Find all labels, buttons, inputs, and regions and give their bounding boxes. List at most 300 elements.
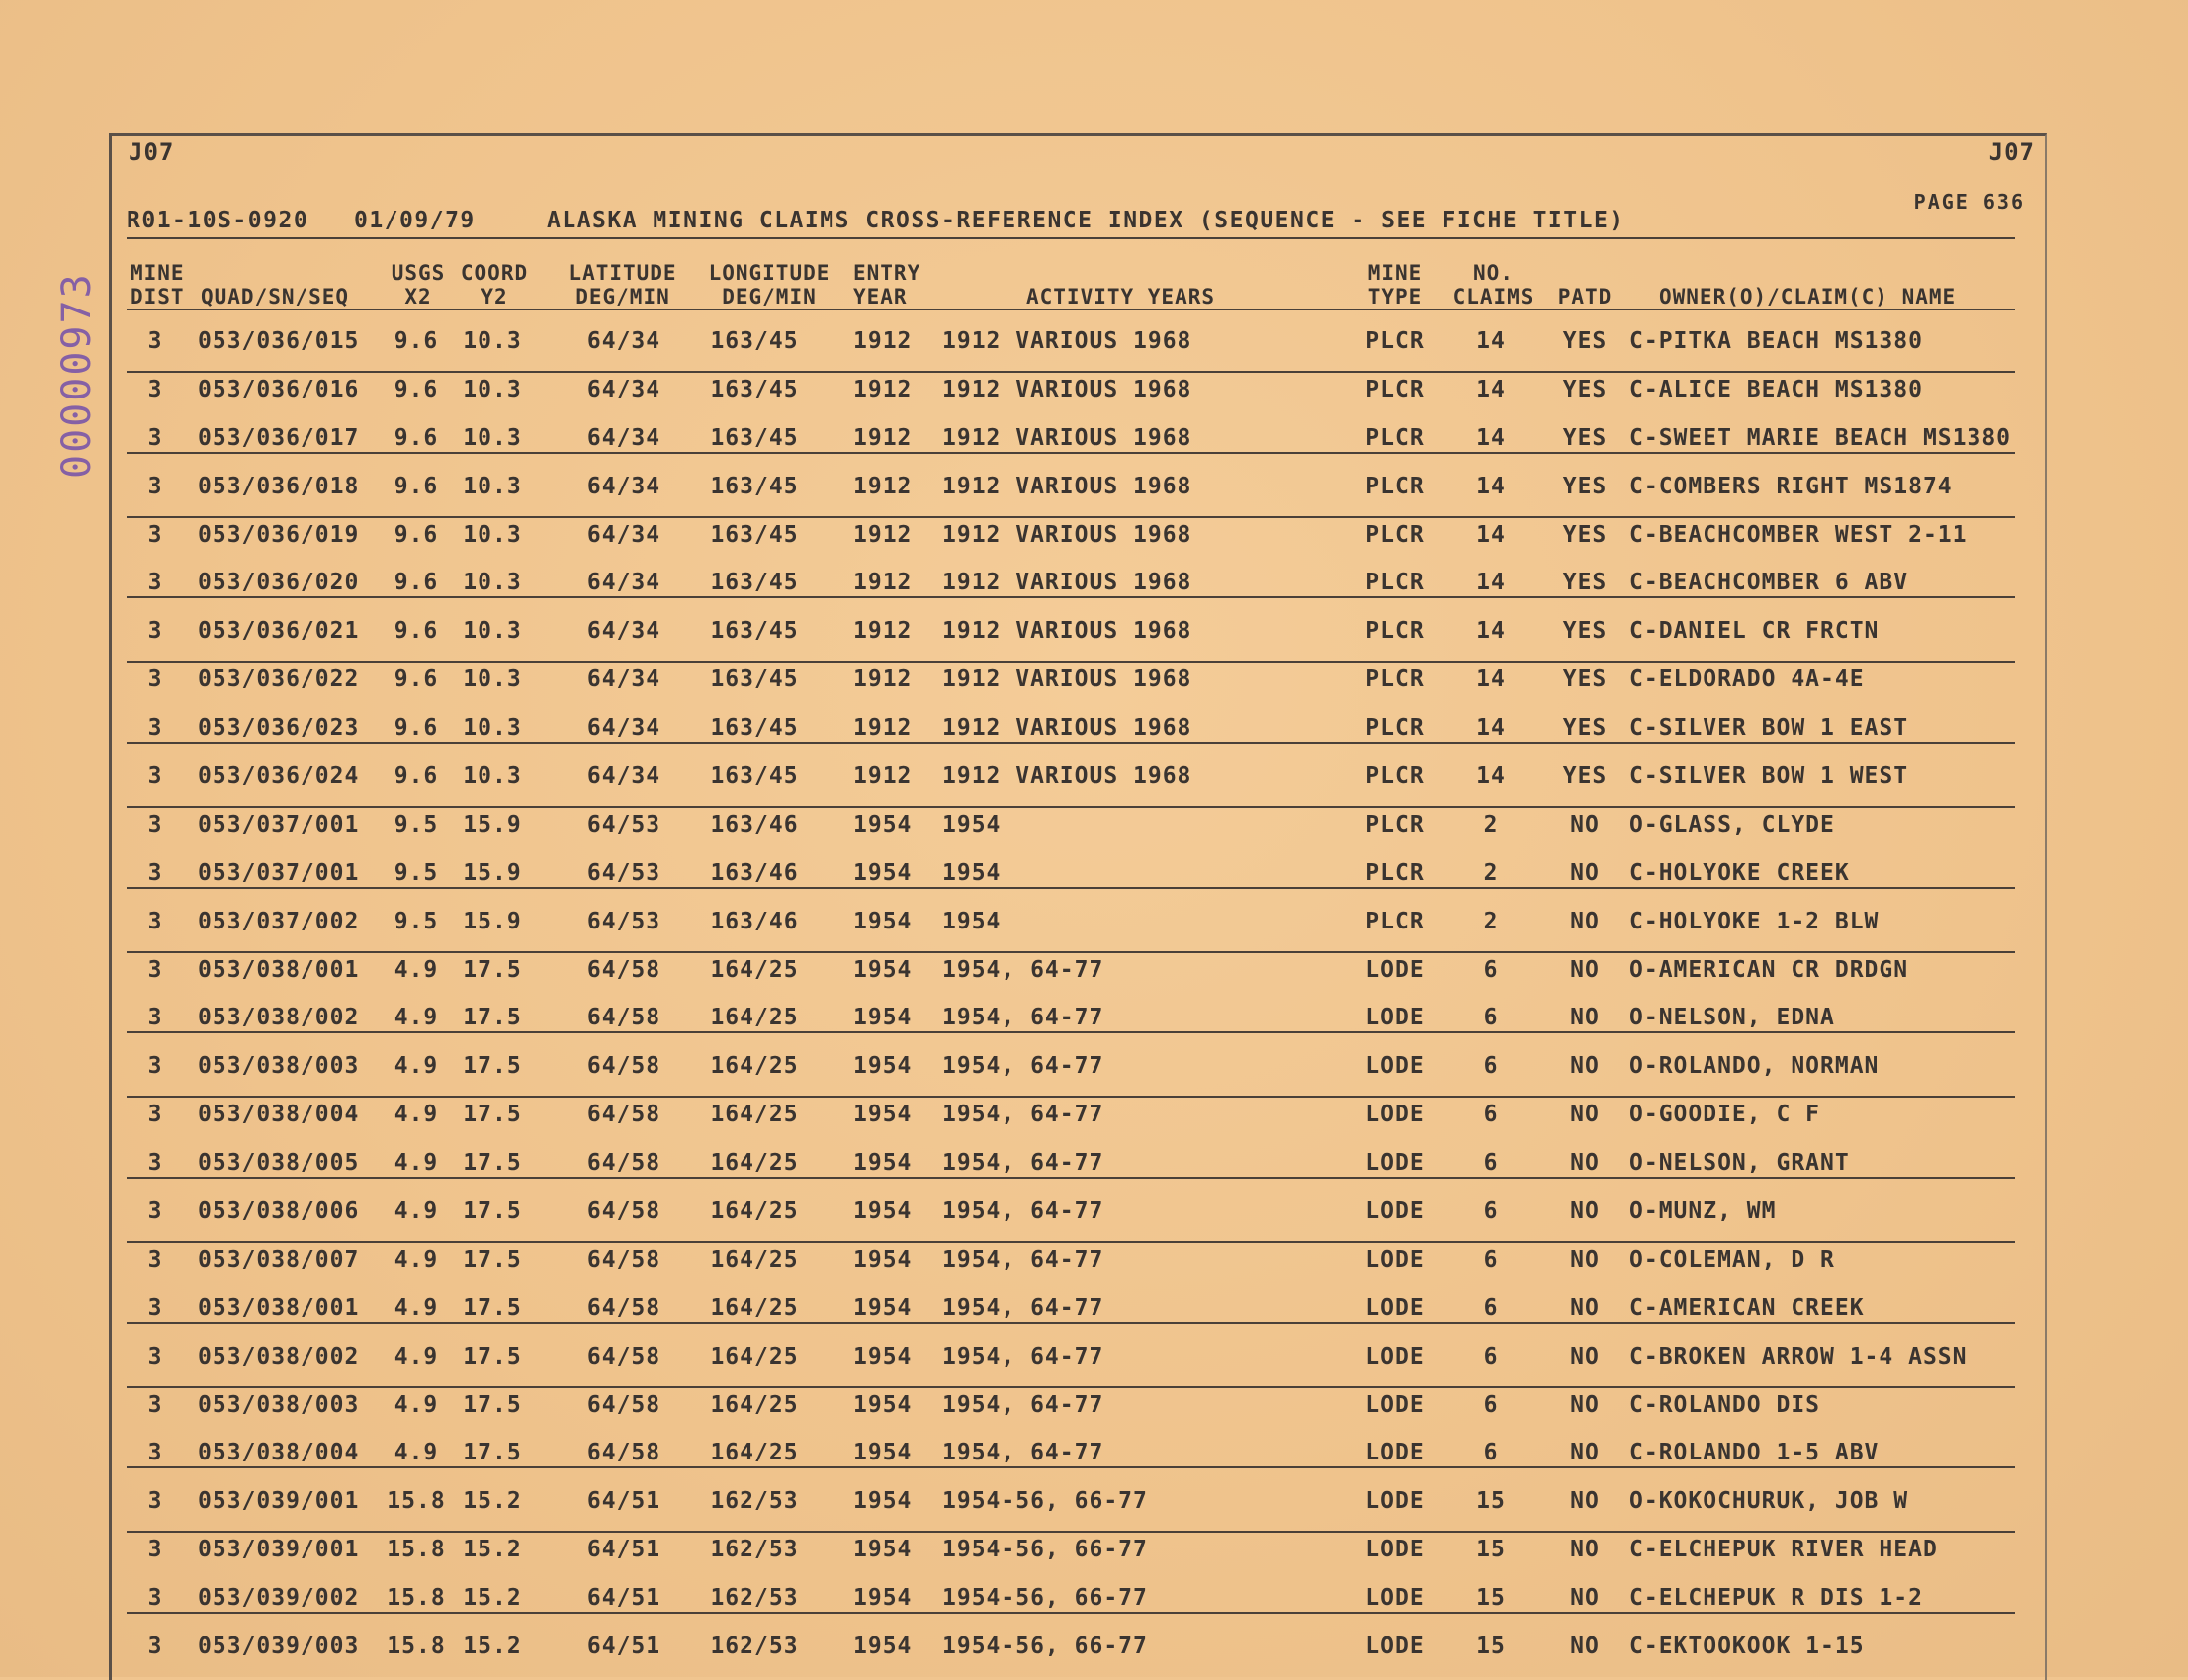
cell-coord-y: 10.3 (463, 715, 522, 742)
table-row (127, 1571, 2015, 1620)
cell-usgs-x: 9.6 (394, 424, 439, 451)
cell-mine-type: LODE (1365, 1585, 1425, 1612)
cell-latitude: 64/34 (586, 473, 661, 499)
cell-no-claims: 6 (1483, 1102, 1499, 1128)
cell-entry-year: 1954 (853, 956, 913, 983)
cell-entry-year: 1954 (853, 1391, 913, 1418)
cell-usgs-x: 4.9 (394, 1198, 439, 1225)
cell-longitude: 164/25 (710, 1391, 799, 1418)
cell-mine-type: PLCR (1365, 715, 1425, 742)
cell-entry-year: 1912 (853, 763, 913, 790)
cell-patd: YES (1562, 715, 1608, 742)
cell-coord-y: 17.5 (463, 1005, 522, 1031)
claims-table-body (127, 314, 2015, 1668)
cell-activity-years: 1912 VARIOUS 1968 (942, 618, 1192, 645)
cell-quad-sn-seq: 053/036/018 (198, 473, 360, 499)
cell-longitude: 163/46 (710, 859, 799, 886)
cell-no-claims: 6 (1483, 1005, 1499, 1031)
cell-entry-year: 1954 (853, 1488, 913, 1515)
cell-no-claims: 14 (1476, 376, 1506, 402)
cell-longitude: 162/53 (710, 1537, 799, 1563)
cell-coord-y: 15.2 (463, 1488, 522, 1515)
cell-activity-years: 1954 (942, 859, 1002, 886)
cell-latitude: 64/58 (586, 1391, 661, 1418)
cell-latitude: 64/53 (586, 811, 661, 838)
cell-owner-claim-name: C-ELDORADO 4A-4E (1629, 666, 1865, 693)
cell-no-claims: 14 (1476, 715, 1506, 742)
cell-latitude: 64/51 (586, 1537, 661, 1563)
header-no-claims-line2: CLAIMS (1452, 285, 1534, 309)
header-quad: QUAD/SN/SEQ (201, 285, 350, 309)
cell-latitude: 64/34 (586, 715, 661, 742)
cell-mine-dist: 3 (147, 424, 163, 451)
cell-latitude: 64/58 (586, 956, 661, 983)
cell-mine-type: PLCR (1365, 618, 1425, 645)
cell-entry-year: 1912 (853, 424, 913, 451)
cell-coord-y: 17.5 (463, 1246, 522, 1273)
cell-usgs-x: 9.6 (394, 666, 439, 693)
cell-activity-years: 1912 VARIOUS 1968 (942, 715, 1192, 742)
cell-mine-dist: 3 (147, 956, 163, 983)
cell-patd: YES (1562, 521, 1608, 548)
cell-coord-y: 17.5 (463, 1294, 522, 1321)
cell-quad-sn-seq: 053/036/024 (198, 763, 360, 790)
cell-quad-sn-seq: 053/039/001 (198, 1488, 360, 1515)
cell-latitude: 64/58 (586, 1198, 661, 1225)
cell-no-claims: 6 (1483, 1343, 1499, 1370)
cell-entry-year: 1954 (853, 1102, 913, 1128)
cell-quad-sn-seq: 053/039/001 (198, 1537, 360, 1563)
cell-usgs-x: 4.9 (394, 1343, 439, 1370)
cell-usgs-x: 9.6 (394, 618, 439, 645)
cell-entry-year: 1912 (853, 328, 913, 354)
cell-longitude: 162/53 (710, 1488, 799, 1515)
cell-longitude: 163/45 (710, 424, 799, 451)
cell-owner-claim-name: C-ROLANDO DIS (1629, 1391, 1821, 1418)
cell-quad-sn-seq: 053/038/004 (198, 1440, 360, 1466)
cell-entry-year: 1912 (853, 521, 913, 548)
table-row (127, 508, 2015, 557)
cell-mine-dist: 3 (147, 1343, 163, 1370)
cell-longitude: 163/45 (710, 666, 799, 693)
cell-no-claims: 14 (1476, 666, 1506, 693)
table-row (127, 1523, 2015, 1571)
cell-coord-y: 17.5 (463, 956, 522, 983)
cell-coord-y: 10.3 (463, 473, 522, 499)
cell-patd: NO (1570, 956, 1600, 983)
cell-coord-y: 17.5 (463, 1440, 522, 1466)
cell-latitude: 64/58 (586, 1150, 661, 1177)
cell-usgs-x: 9.6 (394, 570, 439, 596)
cell-latitude: 64/34 (586, 666, 661, 693)
cell-owner-claim-name: O-AMERICAN CR DRDGN (1629, 956, 1909, 983)
cell-mine-dist: 3 (147, 1537, 163, 1563)
cell-activity-years: 1954-56, 66-77 (942, 1585, 1148, 1612)
cell-activity-years: 1954 (942, 811, 1002, 838)
table-row (127, 556, 2015, 604)
cell-patd: NO (1570, 1634, 1600, 1660)
cell-coord-y: 15.9 (463, 908, 522, 934)
cell-no-claims: 6 (1483, 1391, 1499, 1418)
cell-mine-dist: 3 (147, 859, 163, 886)
cell-usgs-x: 4.9 (394, 1440, 439, 1466)
cell-longitude: 164/25 (710, 1440, 799, 1466)
cell-activity-years: 1912 VARIOUS 1968 (942, 473, 1192, 499)
cell-activity-years: 1954, 64-77 (942, 1053, 1104, 1080)
cell-owner-claim-name: C-HOLYOKE CREEK (1629, 859, 1850, 886)
cell-longitude: 163/46 (710, 811, 799, 838)
cell-usgs-x: 9.6 (394, 715, 439, 742)
cell-no-claims: 15 (1476, 1585, 1506, 1612)
cell-latitude: 64/53 (586, 908, 661, 934)
report-id: R01-10S-0920 (127, 208, 309, 233)
cell-quad-sn-seq: 053/038/001 (198, 1294, 360, 1321)
cell-owner-claim-name: O-GOODIE, C F (1629, 1102, 1821, 1128)
cell-mine-dist: 3 (147, 328, 163, 354)
cell-quad-sn-seq: 053/038/007 (198, 1246, 360, 1273)
cell-mine-dist: 3 (147, 618, 163, 645)
cell-patd: NO (1570, 1585, 1600, 1612)
cell-no-claims: 15 (1476, 1488, 1506, 1515)
cell-mine-type: PLCR (1365, 521, 1425, 548)
cell-quad-sn-seq: 053/039/003 (198, 1634, 360, 1660)
cell-patd: YES (1562, 328, 1608, 354)
cell-activity-years: 1954, 64-77 (942, 1102, 1104, 1128)
header-latitude-line2: DEG/MIN (575, 285, 670, 309)
cell-quad-sn-seq: 053/038/002 (198, 1005, 360, 1031)
header-no-claims (1446, 261, 1540, 309)
cell-coord-y: 17.5 (463, 1102, 522, 1128)
cell-patd: YES (1562, 473, 1608, 499)
cell-longitude: 164/25 (710, 1343, 799, 1370)
cell-mine-type: LODE (1365, 1537, 1425, 1563)
header-coord-y-line2: Y2 (481, 285, 508, 309)
table-row (127, 750, 2015, 798)
cell-activity-years: 1954, 64-77 (942, 1198, 1104, 1225)
cell-activity-years: 1912 VARIOUS 1968 (942, 424, 1192, 451)
cell-mine-type: PLCR (1365, 908, 1425, 934)
cell-longitude: 164/25 (710, 1198, 799, 1225)
header-longitude (695, 261, 843, 309)
cell-entry-year: 1954 (853, 1005, 913, 1031)
cell-coord-y: 10.3 (463, 521, 522, 548)
header-longitude-line2: DEG/MIN (722, 285, 817, 309)
column-headers (127, 259, 2015, 310)
cell-patd: NO (1570, 1102, 1600, 1128)
cell-owner-claim-name: O-GLASS, CLYDE (1629, 811, 1835, 838)
cell-activity-years: 1954, 64-77 (942, 1294, 1104, 1321)
cell-mine-dist: 3 (147, 473, 163, 499)
cell-activity-years: 1954, 64-77 (942, 1246, 1104, 1273)
cell-mine-type: LODE (1365, 1005, 1425, 1031)
header-mine-dist (131, 261, 185, 309)
cell-mine-type: LODE (1365, 1294, 1425, 1321)
header-usgs-x (384, 261, 453, 309)
cell-coord-y: 15.9 (463, 811, 522, 838)
cell-usgs-x: 9.5 (394, 859, 439, 886)
cell-patd: NO (1570, 1488, 1600, 1515)
page-number: PAGE 636 (1913, 190, 2025, 214)
cell-owner-claim-name: C-DANIEL CR FRCTN (1629, 618, 1880, 645)
header-entry-year (853, 261, 920, 309)
cell-mine-type: PLCR (1365, 376, 1425, 402)
cell-owner-claim-name: O-KOKOCHURUK, JOB W (1629, 1488, 1909, 1515)
cell-patd: NO (1570, 1343, 1600, 1370)
cell-patd: YES (1562, 376, 1608, 402)
cell-quad-sn-seq: 053/036/017 (198, 424, 360, 451)
cell-mine-dist: 3 (147, 376, 163, 402)
cell-activity-years: 1954-56, 66-77 (942, 1634, 1148, 1660)
cell-owner-claim-name: C-ROLANDO 1-5 ABV (1629, 1440, 1880, 1466)
cell-coord-y: 10.3 (463, 328, 522, 354)
cell-quad-sn-seq: 053/038/003 (198, 1053, 360, 1080)
cell-mine-dist: 3 (147, 811, 163, 838)
cell-quad-sn-seq: 053/037/002 (198, 908, 360, 934)
cell-longitude: 163/45 (710, 521, 799, 548)
cell-latitude: 64/58 (586, 1053, 661, 1080)
cell-patd: NO (1570, 1198, 1600, 1225)
cell-latitude: 64/58 (586, 1294, 661, 1321)
cell-entry-year: 1954 (853, 811, 913, 838)
cell-entry-year: 1912 (853, 473, 913, 499)
cell-usgs-x: 15.8 (387, 1634, 446, 1660)
table-row (127, 1136, 2015, 1185)
cell-entry-year: 1954 (853, 1585, 913, 1612)
cell-mine-type: LODE (1365, 1634, 1425, 1660)
cell-coord-y: 10.3 (463, 618, 522, 645)
cell-usgs-x: 4.9 (394, 1150, 439, 1177)
cell-usgs-x: 4.9 (394, 1005, 439, 1031)
cell-latitude: 64/58 (586, 1005, 661, 1031)
cell-coord-y: 17.5 (463, 1198, 522, 1225)
cell-owner-claim-name: C-SILVER BOW 1 WEST (1629, 763, 1909, 790)
cell-longitude: 164/25 (710, 1150, 799, 1177)
cell-entry-year: 1954 (853, 908, 913, 934)
table-row (127, 1039, 2015, 1088)
cell-mine-dist: 3 (147, 1391, 163, 1418)
header-activity-years: ACTIVITY YEARS (1026, 285, 1216, 309)
cell-quad-sn-seq: 053/036/020 (198, 570, 360, 596)
cell-patd: YES (1562, 763, 1608, 790)
cell-coord-y: 15.9 (463, 859, 522, 886)
cell-quad-sn-seq: 053/036/021 (198, 618, 360, 645)
cell-activity-years: 1912 VARIOUS 1968 (942, 328, 1192, 354)
cell-mine-type: LODE (1365, 1053, 1425, 1080)
cell-longitude: 162/53 (710, 1634, 799, 1660)
cell-quad-sn-seq: 053/039/002 (198, 1585, 360, 1612)
cell-no-claims: 14 (1476, 570, 1506, 596)
cell-activity-years: 1912 VARIOUS 1968 (942, 376, 1192, 402)
cell-longitude: 162/53 (710, 1585, 799, 1612)
cell-no-claims: 15 (1476, 1634, 1506, 1660)
cell-entry-year: 1954 (853, 1343, 913, 1370)
cell-latitude: 64/58 (586, 1102, 661, 1128)
table-row (127, 991, 2015, 1039)
cell-usgs-x: 9.5 (394, 811, 439, 838)
cell-activity-years: 1954, 64-77 (942, 1391, 1104, 1418)
cell-mine-dist: 3 (147, 1294, 163, 1321)
cell-usgs-x: 9.6 (394, 763, 439, 790)
cell-activity-years: 1954, 64-77 (942, 1005, 1104, 1031)
header-owner-claim-name: OWNER(O)/CLAIM(C) NAME (1659, 285, 1957, 309)
cell-no-claims: 14 (1476, 521, 1506, 548)
cell-patd: NO (1570, 1246, 1600, 1273)
cell-longitude: 164/25 (710, 956, 799, 983)
cell-usgs-x: 9.6 (394, 521, 439, 548)
cell-owner-claim-name: C-BEACHCOMBER WEST 2-11 (1629, 521, 1968, 548)
table-row (127, 1330, 2015, 1378)
cell-mine-type: LODE (1365, 1488, 1425, 1515)
cell-no-claims: 15 (1476, 1537, 1506, 1563)
cell-latitude: 64/34 (586, 376, 661, 402)
cell-mine-type: LODE (1365, 1198, 1425, 1225)
table-row (127, 604, 2015, 653)
cell-no-claims: 6 (1483, 1053, 1499, 1080)
cell-usgs-x: 9.6 (394, 328, 439, 354)
cell-activity-years: 1954, 64-77 (942, 1440, 1104, 1466)
cell-activity-years: 1954, 64-77 (942, 956, 1104, 983)
cell-latitude: 64/34 (586, 521, 661, 548)
cell-owner-claim-name: C-PITKA BEACH MS1380 (1629, 328, 1923, 354)
cell-longitude: 164/25 (710, 1246, 799, 1273)
cell-no-claims: 6 (1483, 956, 1499, 983)
header-usgs-x-line2: X2 (404, 285, 432, 309)
table-row (127, 653, 2015, 701)
cell-mine-type: LODE (1365, 1246, 1425, 1273)
cell-no-claims: 2 (1483, 811, 1499, 838)
cell-longitude: 164/25 (710, 1102, 799, 1128)
cell-mine-type: LODE (1365, 1391, 1425, 1418)
cell-entry-year: 1912 (853, 376, 913, 402)
table-row (127, 460, 2015, 508)
header-latitude-line1: LATITUDE (569, 261, 677, 285)
header-no-claims-line1: NO. (1473, 261, 1514, 285)
cell-mine-dist: 3 (147, 715, 163, 742)
cell-entry-year: 1954 (853, 1294, 913, 1321)
cell-longitude: 163/45 (710, 715, 799, 742)
cell-coord-y: 17.5 (463, 1391, 522, 1418)
cell-longitude: 163/45 (710, 328, 799, 354)
cell-owner-claim-name: C-HOLYOKE 1-2 BLW (1629, 908, 1880, 934)
cell-latitude: 64/34 (586, 570, 661, 596)
header-coord-y (455, 261, 534, 309)
cell-mine-type: LODE (1365, 1440, 1425, 1466)
cell-coord-y: 10.3 (463, 666, 522, 693)
table-row (127, 1474, 2015, 1523)
cell-mine-dist: 3 (147, 1246, 163, 1273)
cell-quad-sn-seq: 053/036/015 (198, 328, 360, 354)
report-title-line (127, 208, 2015, 239)
cell-mine-type: LODE (1365, 1343, 1425, 1370)
cell-coord-y: 10.3 (463, 763, 522, 790)
cell-entry-year: 1912 (853, 666, 913, 693)
cell-mine-type: LODE (1365, 956, 1425, 983)
cell-entry-year: 1954 (853, 1198, 913, 1225)
cell-mine-dist: 3 (147, 1585, 163, 1612)
cell-longitude: 164/25 (710, 1053, 799, 1080)
cell-usgs-x: 15.8 (387, 1537, 446, 1563)
cell-mine-dist: 3 (147, 1053, 163, 1080)
cell-mine-type: PLCR (1365, 424, 1425, 451)
table-row (127, 798, 2015, 846)
cell-coord-y: 17.5 (463, 1343, 522, 1370)
cell-mine-type: LODE (1365, 1102, 1425, 1128)
cell-longitude: 164/25 (710, 1005, 799, 1031)
cell-coord-y: 15.2 (463, 1634, 522, 1660)
cell-usgs-x: 4.9 (394, 1102, 439, 1128)
cell-coord-y: 17.5 (463, 1150, 522, 1177)
cell-owner-claim-name: C-BEACHCOMBER 6 ABV (1629, 570, 1909, 596)
cell-longitude: 164/25 (710, 1294, 799, 1321)
cell-quad-sn-seq: 053/037/001 (198, 811, 360, 838)
cell-owner-claim-name: C-SILVER BOW 1 EAST (1629, 715, 1909, 742)
cell-latitude: 64/53 (586, 859, 661, 886)
cell-quad-sn-seq: 053/036/023 (198, 715, 360, 742)
cell-no-claims: 14 (1476, 328, 1506, 354)
cell-mine-dist: 3 (147, 763, 163, 790)
cell-coord-y: 10.3 (463, 570, 522, 596)
cell-patd: NO (1570, 1150, 1600, 1177)
header-mine-dist-line2: DIST (131, 285, 185, 309)
frame-number-stamp: 00000973 (54, 272, 100, 480)
cell-longitude: 163/45 (710, 376, 799, 402)
cell-usgs-x: 15.8 (387, 1585, 446, 1612)
header-mine-type (1356, 261, 1435, 309)
table-row (127, 1426, 2015, 1474)
cell-usgs-x: 4.9 (394, 956, 439, 983)
cell-mine-type: PLCR (1365, 473, 1425, 499)
cell-usgs-x: 9.6 (394, 376, 439, 402)
header-mine-dist-line1: MINE (131, 261, 185, 285)
table-row (127, 1185, 2015, 1233)
cell-owner-claim-name: C-EKTOOKOOK 1-15 (1629, 1634, 1865, 1660)
cell-quad-sn-seq: 053/038/004 (198, 1102, 360, 1128)
cell-quad-sn-seq: 053/038/002 (198, 1343, 360, 1370)
cell-owner-claim-name: O-ROLANDO, NORMAN (1629, 1053, 1880, 1080)
cell-quad-sn-seq: 053/038/005 (198, 1150, 360, 1177)
report-date: 01/09/79 (354, 208, 476, 233)
cell-patd: NO (1570, 908, 1600, 934)
cell-entry-year: 1954 (853, 1150, 913, 1177)
cell-latitude: 64/51 (586, 1585, 661, 1612)
cell-no-claims: 2 (1483, 859, 1499, 886)
header-entry-year-line1: ENTRY (853, 261, 921, 285)
cell-no-claims: 14 (1476, 763, 1506, 790)
cell-activity-years: 1912 VARIOUS 1968 (942, 521, 1192, 548)
cell-owner-claim-name: O-NELSON, EDNA (1629, 1005, 1835, 1031)
cell-latitude: 64/58 (586, 1246, 661, 1273)
cell-usgs-x: 4.9 (394, 1294, 439, 1321)
cell-activity-years: 1954, 64-77 (942, 1150, 1104, 1177)
table-row (127, 1378, 2015, 1427)
cell-owner-claim-name: C-ALICE BEACH MS1380 (1629, 376, 1923, 402)
cell-mine-dist: 3 (147, 666, 163, 693)
cell-mine-dist: 3 (147, 570, 163, 596)
cell-patd: NO (1570, 1537, 1600, 1563)
cell-mine-type: PLCR (1365, 811, 1425, 838)
cell-mine-type: LODE (1365, 1150, 1425, 1177)
cell-patd: NO (1570, 1440, 1600, 1466)
header-latitude (554, 261, 692, 309)
cell-mine-type: PLCR (1365, 328, 1425, 354)
cell-activity-years: 1912 VARIOUS 1968 (942, 763, 1192, 790)
cell-mine-type: PLCR (1365, 666, 1425, 693)
cell-owner-claim-name: C-COMBERS RIGHT MS1874 (1629, 473, 1953, 499)
cell-latitude: 64/58 (586, 1343, 661, 1370)
header-usgs-x-line1: USGS (391, 261, 446, 285)
cell-entry-year: 1954 (853, 1537, 913, 1563)
cell-mine-dist: 3 (147, 1440, 163, 1466)
